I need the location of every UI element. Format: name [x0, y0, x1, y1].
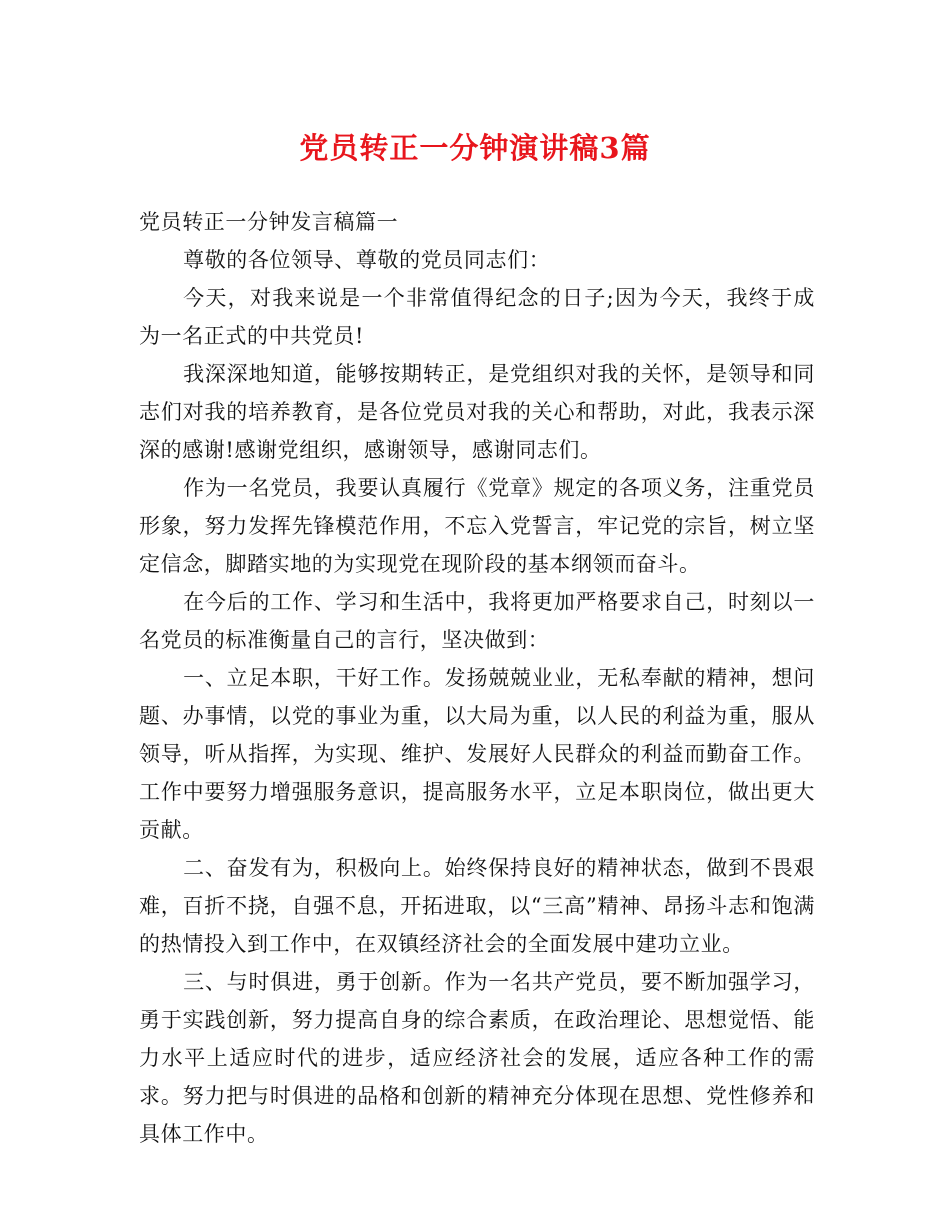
document-body: [139, 203, 815, 1153]
document-title: 党员转正一分钟演讲稿3篇: [299, 131, 651, 165]
paragraph: 二、奋发有为，积极向上。始终保持良好的精神状态，做到不畏艰难，百折不挠，自强不息，开拓进取，以“三高”精神、昂扬斗志和饱满的热情投入到工作中，在双镇经济社会的全面发展中建功立业。: [139, 856, 815, 956]
paragraph: 一、立足本职，干好工作。发扬兢兢业业，无私奉献的精神，想问题、办事情，以党的事业为重，以大局为重，以人民的利益为重，服从领导，听从指挥，为实现、维护、发展好人民群众的利益而勤奋工作。工作中要努力增强服务意识，提高服务水平，立足本职岗位，做出更大贡献。: [139, 666, 815, 842]
paragraph: 作为一名党员，我要认真履行《党章》规定的各项义务，注重党员形象，努力发挥先锋模范作用，不忘入党誓言，牢记党的宗旨，树立坚定信念，脚踏实地的为实现党在现阶段的基本纲领而奋斗。: [139, 476, 815, 576]
paragraph: 在今后的工作、学习和生活中，我将更加严格要求自己，时刻以一名党员的标准衡量自己的言行，坚决做到：: [139, 590, 815, 652]
section-heading: 党员转正一分钟发言稿篇一: [139, 210, 399, 234]
paragraph: 今天，对我来说是一个非常值得纪念的日子;因为今天，我终于成为一名正式的中共党员!: [139, 286, 815, 348]
paragraph: 我深深地知道，能够按期转正，是党组织对我的关怀，是领导和同志们对我的培养教育，是各位党员对我的关心和帮助，对此，我表示深深的感谢!感谢党组织，感谢领导，感谢同志们。: [139, 362, 815, 462]
paragraph: 三、与时俱进，勇于创新。作为一名共产党员，要不断加强学习，勇于实践创新，努力提高自身的综合素质，在政治理论、思想觉悟、能力水平上适应时代的进步，适应经济社会的发展，适应各种工作的需求。努力把与时俱进的品格和创新的精神充分体现在思想、党性修养和具体工作中。: [139, 970, 815, 1146]
paragraph-salutation: 尊敬的各位领导、尊敬的党员同志们：: [183, 248, 551, 272]
